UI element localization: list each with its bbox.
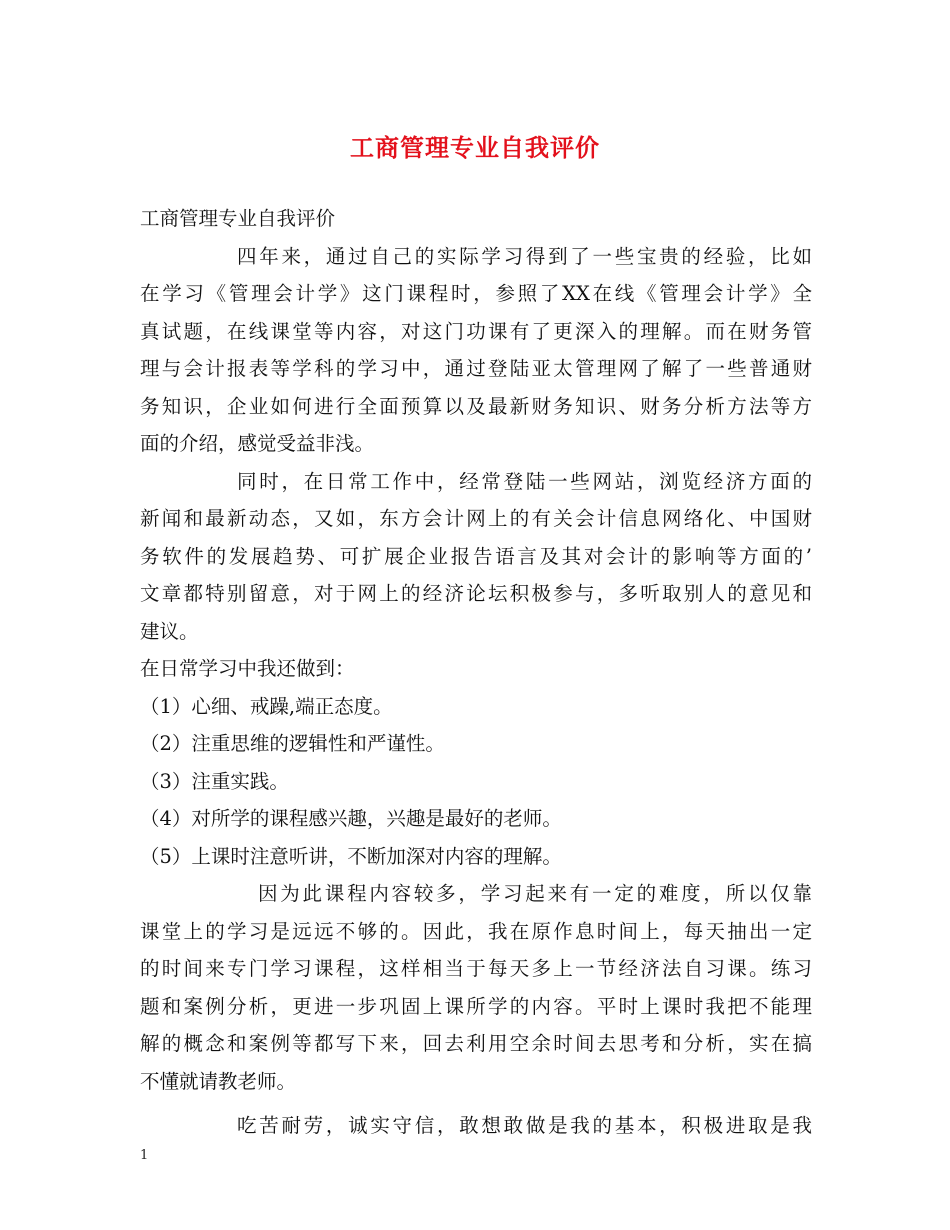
body-line: 的时间来专门学习课程，这样相当于每天多上一节经济法自习课。练习 <box>140 957 812 980</box>
body-line: 真试题，在线课堂等内容，对这门功课有了更深入的理解。而在财务管 <box>140 319 812 343</box>
body-line-heading: 工商管理专业自我评价 <box>140 207 336 230</box>
list-item: （3）注重实践。 <box>140 769 289 793</box>
body-line: 在学习《管理会计学》这门课程时，参照了XX在线《管理会计学》全 <box>140 282 812 305</box>
body-line: 四年来，通过自己的实际学习得到了一些宝贵的经验，比如 <box>237 244 812 268</box>
list-item: （1）心细、戒躁,端正态度。 <box>140 694 393 718</box>
body-line: 题和案例分析，更进一步巩固上课所学的内容。平时上课时我把不能理 <box>140 994 812 1018</box>
body-line: 解的概念和案例等都写下来，回去利用空余时间去思考和分析，实在搞 <box>140 1032 812 1055</box>
body-line: 面的介绍，感觉受益非浅。 <box>140 432 375 455</box>
body-line: 务软件的发展趋势、可扩展企业报告语言及其对会计的影响等方面的’ <box>140 544 812 568</box>
list-item: （5）上课时注意听讲，不断加深对内容的理解。 <box>140 844 562 868</box>
body-line: 在日常学习中我还做到： <box>140 657 355 680</box>
body-line: 务知识，企业如何进行全面预算以及最新财务知识、财务分析方法等方 <box>140 394 812 418</box>
body-line: 理与会计报表等学科的学习中，通过登陆亚太管理网了解了一些普通财 <box>140 357 812 380</box>
body-line: 新闻和最新动态，又如，东方会计网上的有关会计信息网络化、中国财 <box>140 507 812 530</box>
body-line: 吃苦耐劳，诚实守信，敢想敢做是我的基本，积极进取是我 <box>237 1114 812 1137</box>
page-number: 1 <box>140 1148 149 1163</box>
body-line: 课堂上的学习是远远不够的。因此，我在原作息时间上，每天抽出一定 <box>140 919 812 943</box>
document-title: 工商管理专业自我评价 <box>350 133 600 162</box>
document-body <box>140 200 812 1145</box>
body-line: 不懂就请教老师。 <box>140 1069 297 1093</box>
body-line: 同时，在日常工作中，经常登陆一些网站，浏览经济方面的 <box>237 469 812 493</box>
body-line: 因为此课程内容较多，学习起来有一定的难度，所以仅靠 <box>258 882 812 905</box>
list-item: （4）对所学的课程感兴趣，兴趣是最好的老师。 <box>140 807 562 830</box>
body-line: 建议。 <box>140 619 199 643</box>
list-item: （2）注重思维的逻辑性和严谨性。 <box>140 732 445 755</box>
body-line: 文章都特别留意，对于网上的经济论坛积极参与，多听取别人的意见和 <box>140 582 812 605</box>
